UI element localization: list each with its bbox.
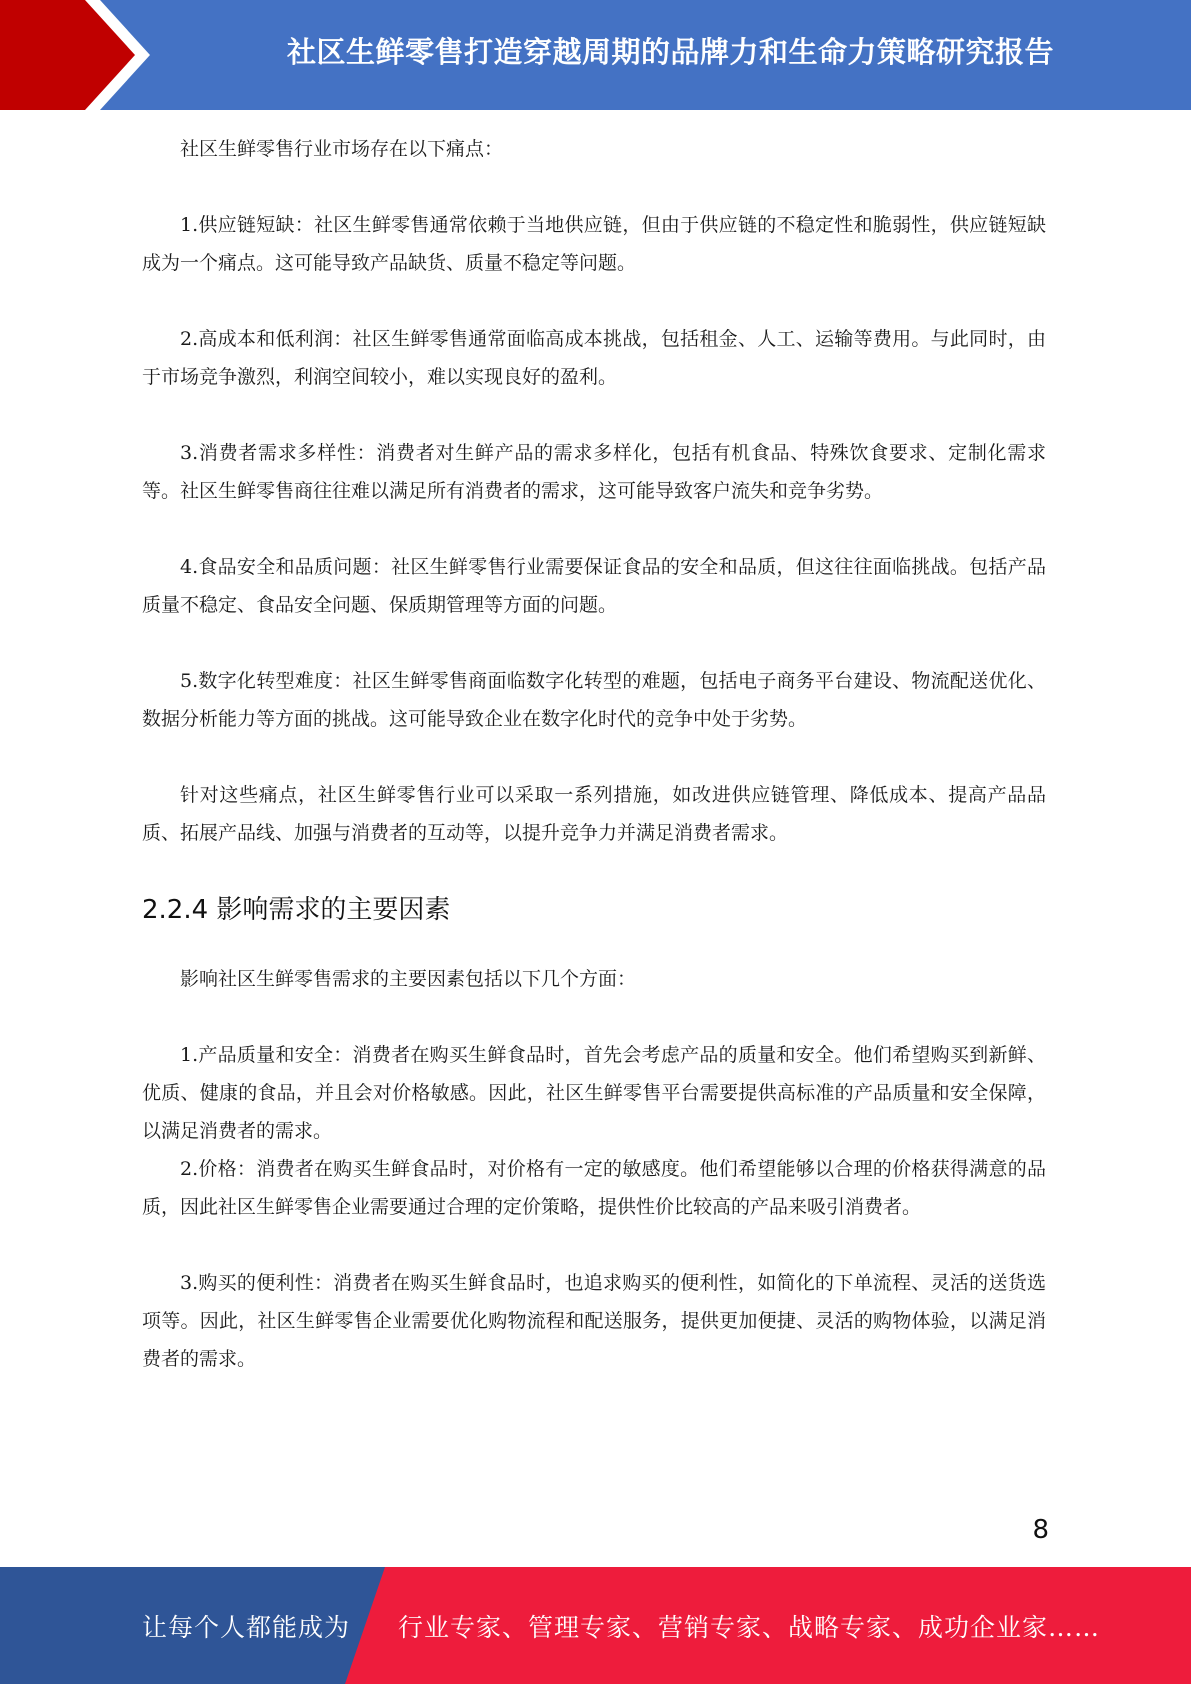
page-body [142, 130, 1046, 1416]
page-header [0, 0, 1191, 110]
paragraph-supply-chain: 1.供应链短缺：社区生鲜零售通常依赖于当地供应链，但由于供应链的不稳定性和脆弱性，供应链短缺成为一个痛点。这可能导致产品缺货、质量不稳定等问题。 [142, 214, 1046, 274]
paragraph-high-cost: 2.高成本和低利润：社区生鲜零售通常面临高成本挑战，包括租金、人工、运输等费用。与此同时，由于市场竞争激烈，利润空间较小，难以实现良好的盈利。 [142, 328, 1046, 388]
paragraph-consumer-diversity: 3.消费者需求多样性：消费者对生鲜产品的需求多样化，包括有机食品、特殊饮食要求、定制化需求等。社区生鲜零售商往往难以满足所有消费者的需求，这可能导致客户流失和竞争劣势。 [142, 442, 1046, 502]
header-chevron-graphic [0, 0, 160, 110]
paragraph-pain-points-intro: 社区生鲜零售行业市场存在以下痛点： [180, 138, 504, 160]
paragraph-food-safety: 4.食品安全和品质问题：社区生鲜零售行业需要保证食品的安全和品质，但这往往面临挑战。包括产品质量不稳定、食品安全问题、保质期管理等方面的问题。 [142, 556, 1046, 616]
paragraph-digital-transformation: 5.数字化转型难度：社区生鲜零售商面临数字化转型的难题，包括电子商务平台建设、物流配送优化、数据分析能力等方面的挑战。这可能导致企业在数字化时代的竞争中处于劣势。 [142, 670, 1046, 730]
paragraph-factors-intro: 影响社区生鲜零售需求的主要因素包括以下几个方面： [180, 968, 637, 990]
paragraph-price: 2.价格：消费者在购买生鲜食品时，对价格有一定的敏感度。他们希望能够以合理的价格获得满意的品质，因此社区生鲜零售企业需要通过合理的定价策略，提供性价比较高的产品来吸引消费者。 [142, 1158, 1046, 1218]
page-footer [0, 1567, 1191, 1684]
paragraph-quality-safety: 1.产品质量和安全：消费者在购买生鲜食品时，首先会考虑产品的质量和安全。他们希望购买到新鲜、优质、健康的食品，并且会对价格敏感。因此，社区生鲜零售平台需要提供高标准的产品质量和安全保障，以满足消费者的需求。 [142, 1044, 1046, 1142]
paragraph-convenience: 3.购买的便利性：消费者在购买生鲜食品时，也追求购买的便利性，如简化的下单流程、灵活的送货选项等。因此，社区生鲜零售企业需要优化购物流程和配送服务，提供更加便捷、灵活的购物体验，以满足消费者的需求。 [142, 1272, 1046, 1370]
report-title: 社区生鲜零售打造穿越周期的品牌力和生命力策略研究报告 [286, 34, 1054, 69]
section-heading: 2.2.4 影响需求的主要因素 [142, 895, 451, 925]
footer-slogan-right: 行业专家、管理专家、营销专家、战略专家、成功企业家…… [398, 1612, 1101, 1642]
footer-slogan-left: 让每个人都能成为 [142, 1612, 351, 1642]
page-number: 8 [1032, 1515, 1049, 1545]
paragraph-measures: 针对这些痛点，社区生鲜零售行业可以采取一系列措施，如改进供应链管理、降低成本、提高产品品质、拓展产品线、加强与消费者的互动等，以提升竞争力并满足消费者需求。 [142, 784, 1046, 844]
